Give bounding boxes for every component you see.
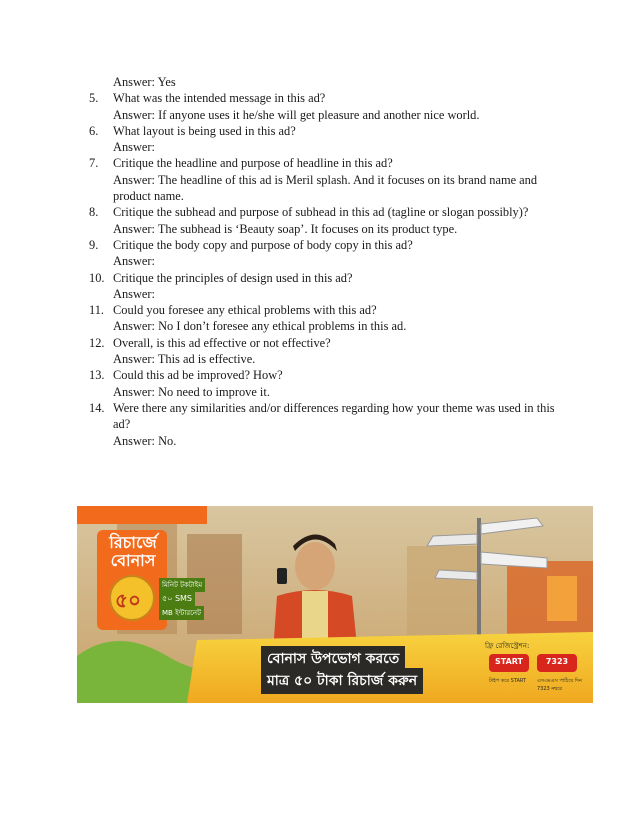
code-label: 7323 <box>545 657 569 666</box>
answer-text: Answer: <box>113 254 155 269</box>
question-text: What was the intended message in this ad? <box>113 91 326 106</box>
answer-text: Answer: If anyone uses it he/she will get pleasure and another nice world. <box>113 107 480 122</box>
small-text-left: টাইপ করে START <box>489 678 527 684</box>
ad-number: ৫০ <box>115 588 141 612</box>
qa-items <box>89 90 559 449</box>
question-text: Critique the subhead and purpose of subhead in this ad (tagline or slogan possibly)? <box>113 205 529 220</box>
question-text: Were there any similarities and/or differences regarding how your theme was used in this ad? <box>113 400 555 432</box>
building-window <box>547 576 577 621</box>
qa-item <box>89 335 559 368</box>
signpost-board <box>427 534 477 546</box>
question-text: Critique the headline and purpose of headline in this ad? <box>113 156 393 171</box>
qa-item <box>89 302 559 335</box>
sms-label: SMS <box>174 594 193 603</box>
answer-text: Answer: <box>113 140 155 155</box>
banner-line-2: মাত্র ৫০ টাকা রিচার্জ করুন <box>261 668 423 694</box>
signpost-board <box>435 570 477 580</box>
ad-headline: রিচার্জে বোনাস <box>109 533 157 570</box>
person-face <box>295 542 335 590</box>
question-text: What layout is being used in this ad? <box>113 123 296 138</box>
answer-text: Answer: Yes <box>113 75 176 89</box>
item-number: 9. <box>89 237 99 252</box>
phone-icon <box>277 568 287 584</box>
answer-text: Answer: No need to improve it. <box>113 384 270 399</box>
offer-line-3: MB ইন্টারনেট <box>159 606 204 620</box>
brand-strip <box>77 506 207 524</box>
question-text: Could you foresee any ethical problems with this ad? <box>113 303 377 318</box>
question-text: Critique the body copy and purpose of body copy in this ad? <box>113 237 413 252</box>
qa-item <box>89 237 559 270</box>
item-number: 7. <box>89 156 99 171</box>
item-number: 11. <box>89 303 105 318</box>
answer-text: Answer: The headline of this ad is Meril splash. And it focuses on its brand name and product name. <box>113 172 538 204</box>
banner-line-1: বোনাস উপভোগ করতে <box>261 646 405 672</box>
question-text: Critique the principles of design used in this ad? <box>113 270 353 285</box>
answer-text: Answer: <box>113 286 155 301</box>
offer-line-1: মিনিট টকটাইম <box>159 578 205 592</box>
answer-text: Answer: No. <box>113 433 177 448</box>
answer-text: Answer: The subhead is ‘Beauty soap’. It focuses on its product type. <box>113 221 458 236</box>
question-text: Could this ad be improved? How? <box>113 368 283 383</box>
item-number: 5. <box>89 91 99 106</box>
answer-text: Answer: This ad is effective. <box>113 352 256 367</box>
item-number: 6. <box>89 123 99 138</box>
question-text: Overall, is this ad effective or not effective? <box>113 335 331 350</box>
answer-text: Answer: No I don’t foresee any ethical problems in this ad. <box>113 319 407 334</box>
start-label: START <box>494 657 524 666</box>
qa-item <box>89 400 559 449</box>
item-number: 12. <box>89 335 105 350</box>
sms-prefix: ৫০ <box>162 594 173 603</box>
qa-item <box>89 90 559 123</box>
small-text-right: এসএমএস পাঠিয়ে দিন 7323 নম্বরে <box>537 678 582 692</box>
item-number: 14. <box>89 400 105 415</box>
advertisement-image <box>77 506 593 703</box>
qa-item <box>89 123 559 156</box>
item-number: 8. <box>89 205 99 220</box>
item-number: 10. <box>89 270 105 285</box>
qa-item <box>89 155 559 204</box>
signpost-pole <box>477 518 481 638</box>
question-answer-list <box>89 74 559 449</box>
building-shape <box>407 546 477 636</box>
offer-line-2 <box>159 592 195 607</box>
qa-item <box>89 204 559 237</box>
registration-label: ফ্রি রেজিস্ট্রেশন: <box>485 642 530 650</box>
item-number: 13. <box>89 368 105 383</box>
qa-item <box>89 367 559 400</box>
qa-item <box>89 270 559 303</box>
